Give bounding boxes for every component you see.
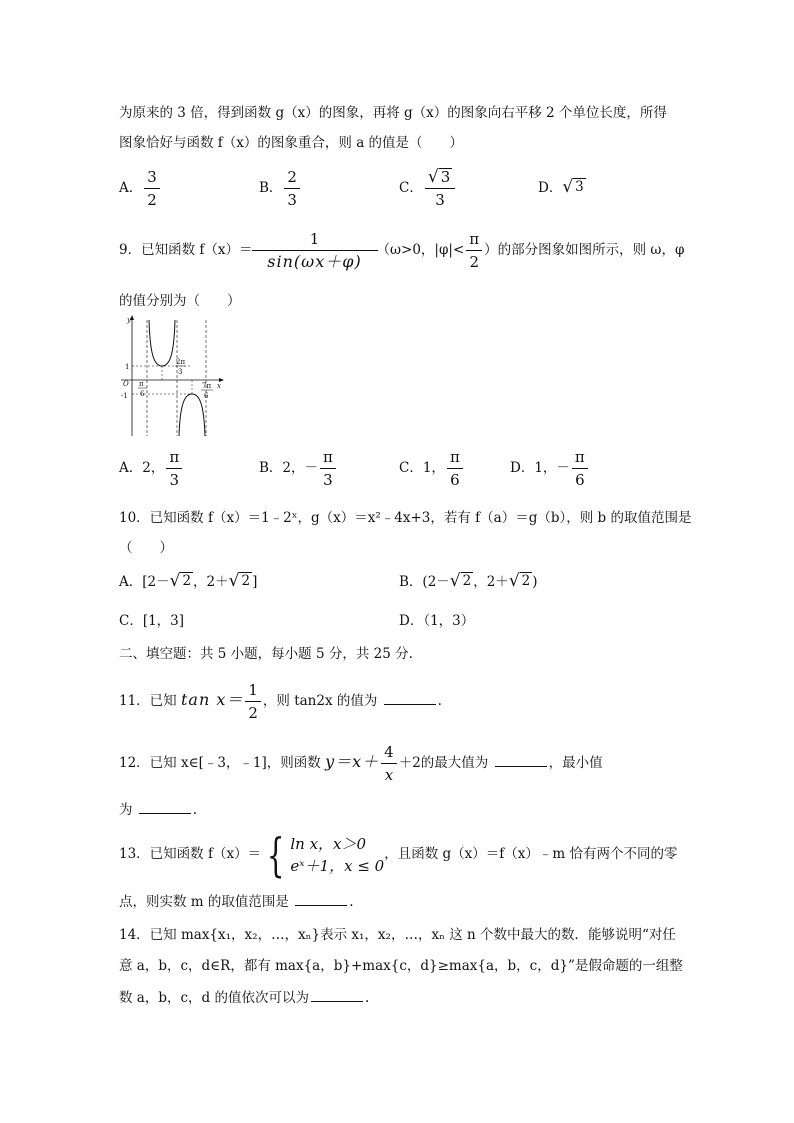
q13-line2: 点，则实数 m 的取值范围是 . <box>119 894 354 910</box>
q8-line2: 图象恰好与函数 f（x）的图象重合，则 a 的值是（ ） <box>119 135 464 151</box>
q9-line2: 的值分别为（ ） <box>119 293 241 309</box>
q14-answer-blank[interactable] <box>311 988 363 1002</box>
svg-text:π: π <box>139 380 144 388</box>
graph-tick-1: 1 <box>125 363 130 371</box>
svg-text:6: 6 <box>140 390 145 398</box>
graph-tick-pi6 <box>138 380 147 398</box>
q9-option-b: B．2，－ $\frac{\pi}{3}$ <box>259 448 338 489</box>
q13-stem: 13．已知函数 f（x）＝ { ln x，x＞0 eˣ＋1，x ≤ 0 ，且函数 g（x）＝f（x）﹣m 恰有两个不同的零 <box>119 827 678 882</box>
q8-option-b: B． $\frac{2}{3}$ <box>259 168 302 209</box>
q12-min-blank[interactable] <box>139 800 191 814</box>
q8-option-d: D． √ 3 <box>538 177 584 197</box>
q9-option-d: D．1，－ $\frac{\pi}{6}$ <box>510 448 590 489</box>
q8-line1: 为原来的 3 倍，得到函数 g（x）的图象，再将 g（x）的图象向右平移 2 个单位长度，所得 <box>119 105 667 121</box>
graph-y-label: y <box>127 316 131 324</box>
q9-option-a: A．2， $\frac{\pi}{3}$ <box>119 448 184 489</box>
graph-tick-7pi6 <box>201 382 213 400</box>
q10-line2: （ ） <box>119 540 173 556</box>
section-2-heading: 二、填空题：共 5 小题，每小题 5 分，共 25 分. <box>119 646 413 662</box>
svg-text:7π: 7π <box>202 382 212 390</box>
q10-option-a: A．[2－ √ 2 ，2＋ √ 2 ] <box>119 571 258 591</box>
q10-option-c: C．[1，3] <box>119 613 185 629</box>
q12-line2: 为 . <box>119 802 198 818</box>
q14-line2: 意 a，b，c，d∈R，都有 max{a，b}+max{c，d}≥max{a，b，c，d}”是假命题的一组整 <box>119 958 683 974</box>
svg-text:3: 3 <box>178 368 183 376</box>
q10-option-d: D．（1，3） <box>399 613 475 629</box>
q14-line3: 数 a，b，c，d 的值依次可以为 . <box>119 990 370 1006</box>
q9-function-graph <box>117 314 227 438</box>
graph-origin-label: O <box>123 380 129 388</box>
svg-text:2π: 2π <box>176 358 186 366</box>
graph-lower-branch <box>179 394 205 436</box>
q10-line1: 10．已知函数 f（x）＝1﹣2ˣ，g（x）＝x²﹣4x+3，若有 f（a）＝g（b），则 b 的取值范围是 <box>119 510 692 526</box>
q11-stem: 11．已知 tan x＝ $\frac{1}{2}$ ，则 tan2x 的值为 . <box>119 681 442 722</box>
q8-option-c: C． √ 3 3 <box>399 168 457 209</box>
q10-option-b: B．(2－ √ 2 ，2＋ √ 2 ) <box>399 571 538 591</box>
q9-stem: 9．已知函数 f（x）＝ $\frac{1}{\sin(\omega x+\varphi)}$ （ω>0，|φ|< $\frac{\pi}{2}$ ）的部分图象如图所示，则 ω，φ <box>119 230 685 271</box>
q9-option-c: C．1， $\frac{\pi}{6}$ <box>399 448 465 489</box>
q8-option-a: A． $\frac{3}{2}$ <box>119 168 162 209</box>
q14-line1: 14．已知 max{x₁，x₂，…，xₙ}表示 x₁，x₂，…，xₙ 这 n 个数中最大的数．能够说明“对任 <box>119 927 676 943</box>
graph-tick-2pi3 <box>175 358 186 376</box>
graph-upper-branch <box>149 320 175 366</box>
q13-answer-blank[interactable] <box>295 892 347 906</box>
graph-tick-neg1: -1 <box>121 392 128 400</box>
q11-answer-blank[interactable] <box>384 691 436 705</box>
q12-max-blank[interactable] <box>495 753 547 767</box>
q12-stem: 12．已知 x∈[﹣3，﹣1]，则函数 y＝x＋ $\frac{4}{x}$ ＋2的最大值为 ，最小值 <box>119 743 603 784</box>
graph-x-label: x <box>217 382 221 390</box>
svg-text:6: 6 <box>204 392 209 400</box>
